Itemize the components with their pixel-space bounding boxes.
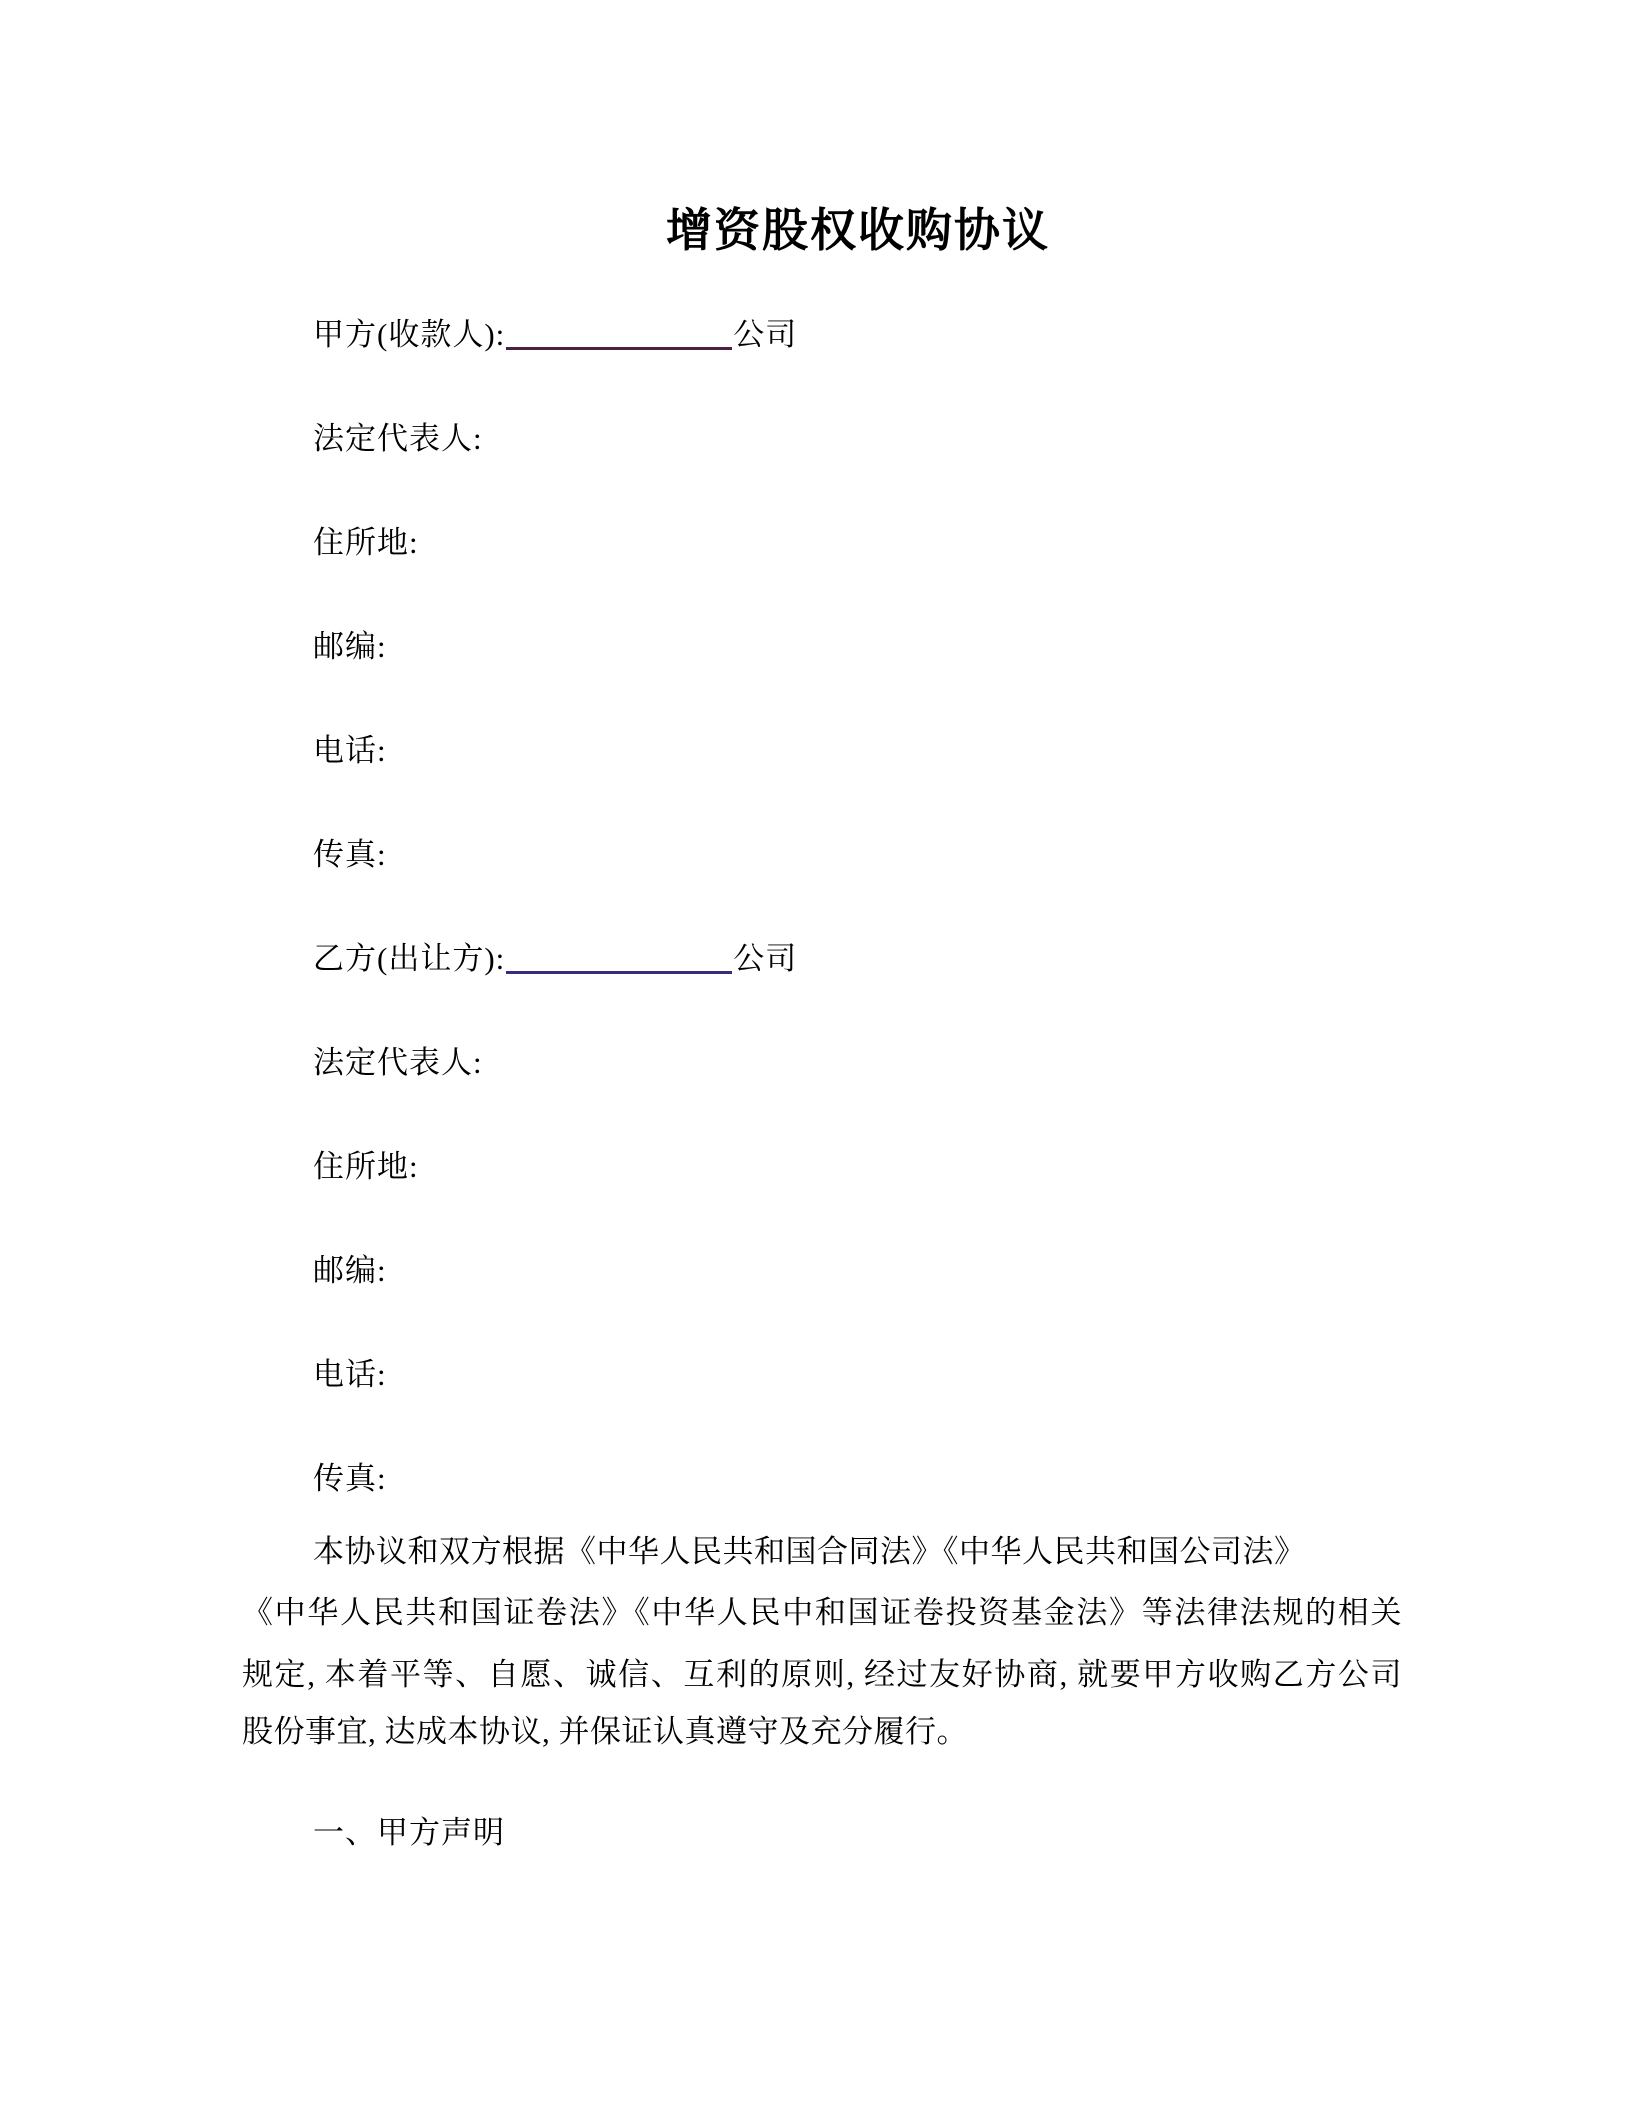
party-b-name-line [313, 941, 797, 977]
party-a-address-label: 住所地: [313, 525, 419, 560]
party-b-name-suffix: 公司 [733, 941, 798, 976]
party-b-legal-representative-label: 法定代表人: [313, 1045, 483, 1080]
party-a-fill-in-blank [506, 319, 732, 350]
party-a-name-line [313, 317, 797, 353]
party-b-name-label: 乙方(出让方): [313, 941, 506, 976]
party-b-phone-label: 电话: [313, 1357, 387, 1392]
preamble-line-3: 规定, 本着平等、自愿、诚信、互利的原则, 经过友好协商, 就要甲方收购乙方公司 [242, 1657, 1402, 1692]
party-a-postcode-label: 邮编: [313, 629, 387, 664]
preamble-line-4: 股份事宜, 达成本协议, 并保证认真遵守及充分履行。 [242, 1714, 968, 1749]
preamble-line-2: 《中华人民共和国证卷法》《中华人民中和国证卷投资基金法》等法律法规的相关 [242, 1595, 1402, 1630]
party-a-phone-label: 电话: [313, 733, 387, 768]
party-b-address-label: 住所地: [313, 1149, 419, 1184]
party-b-postcode-label: 邮编: [313, 1253, 387, 1288]
party-a-name-label: 甲方(收款人): [313, 317, 506, 352]
document-title: 增资股权收购协议 [666, 205, 1050, 256]
party-a-legal-representative-label: 法定代表人: [313, 421, 483, 456]
section-heading-party-a-declaration: 一、甲方声明 [313, 1815, 505, 1850]
party-a-fax-label: 传真: [313, 837, 387, 872]
party-b-fill-in-blank [506, 943, 732, 974]
party-b-fax-label: 传真: [313, 1461, 387, 1496]
preamble-line-1: 本协议和双方根据《中华人民共和国合同法》《中华人民共和国公司法》 [313, 1534, 1306, 1569]
party-a-name-suffix: 公司 [733, 317, 798, 352]
